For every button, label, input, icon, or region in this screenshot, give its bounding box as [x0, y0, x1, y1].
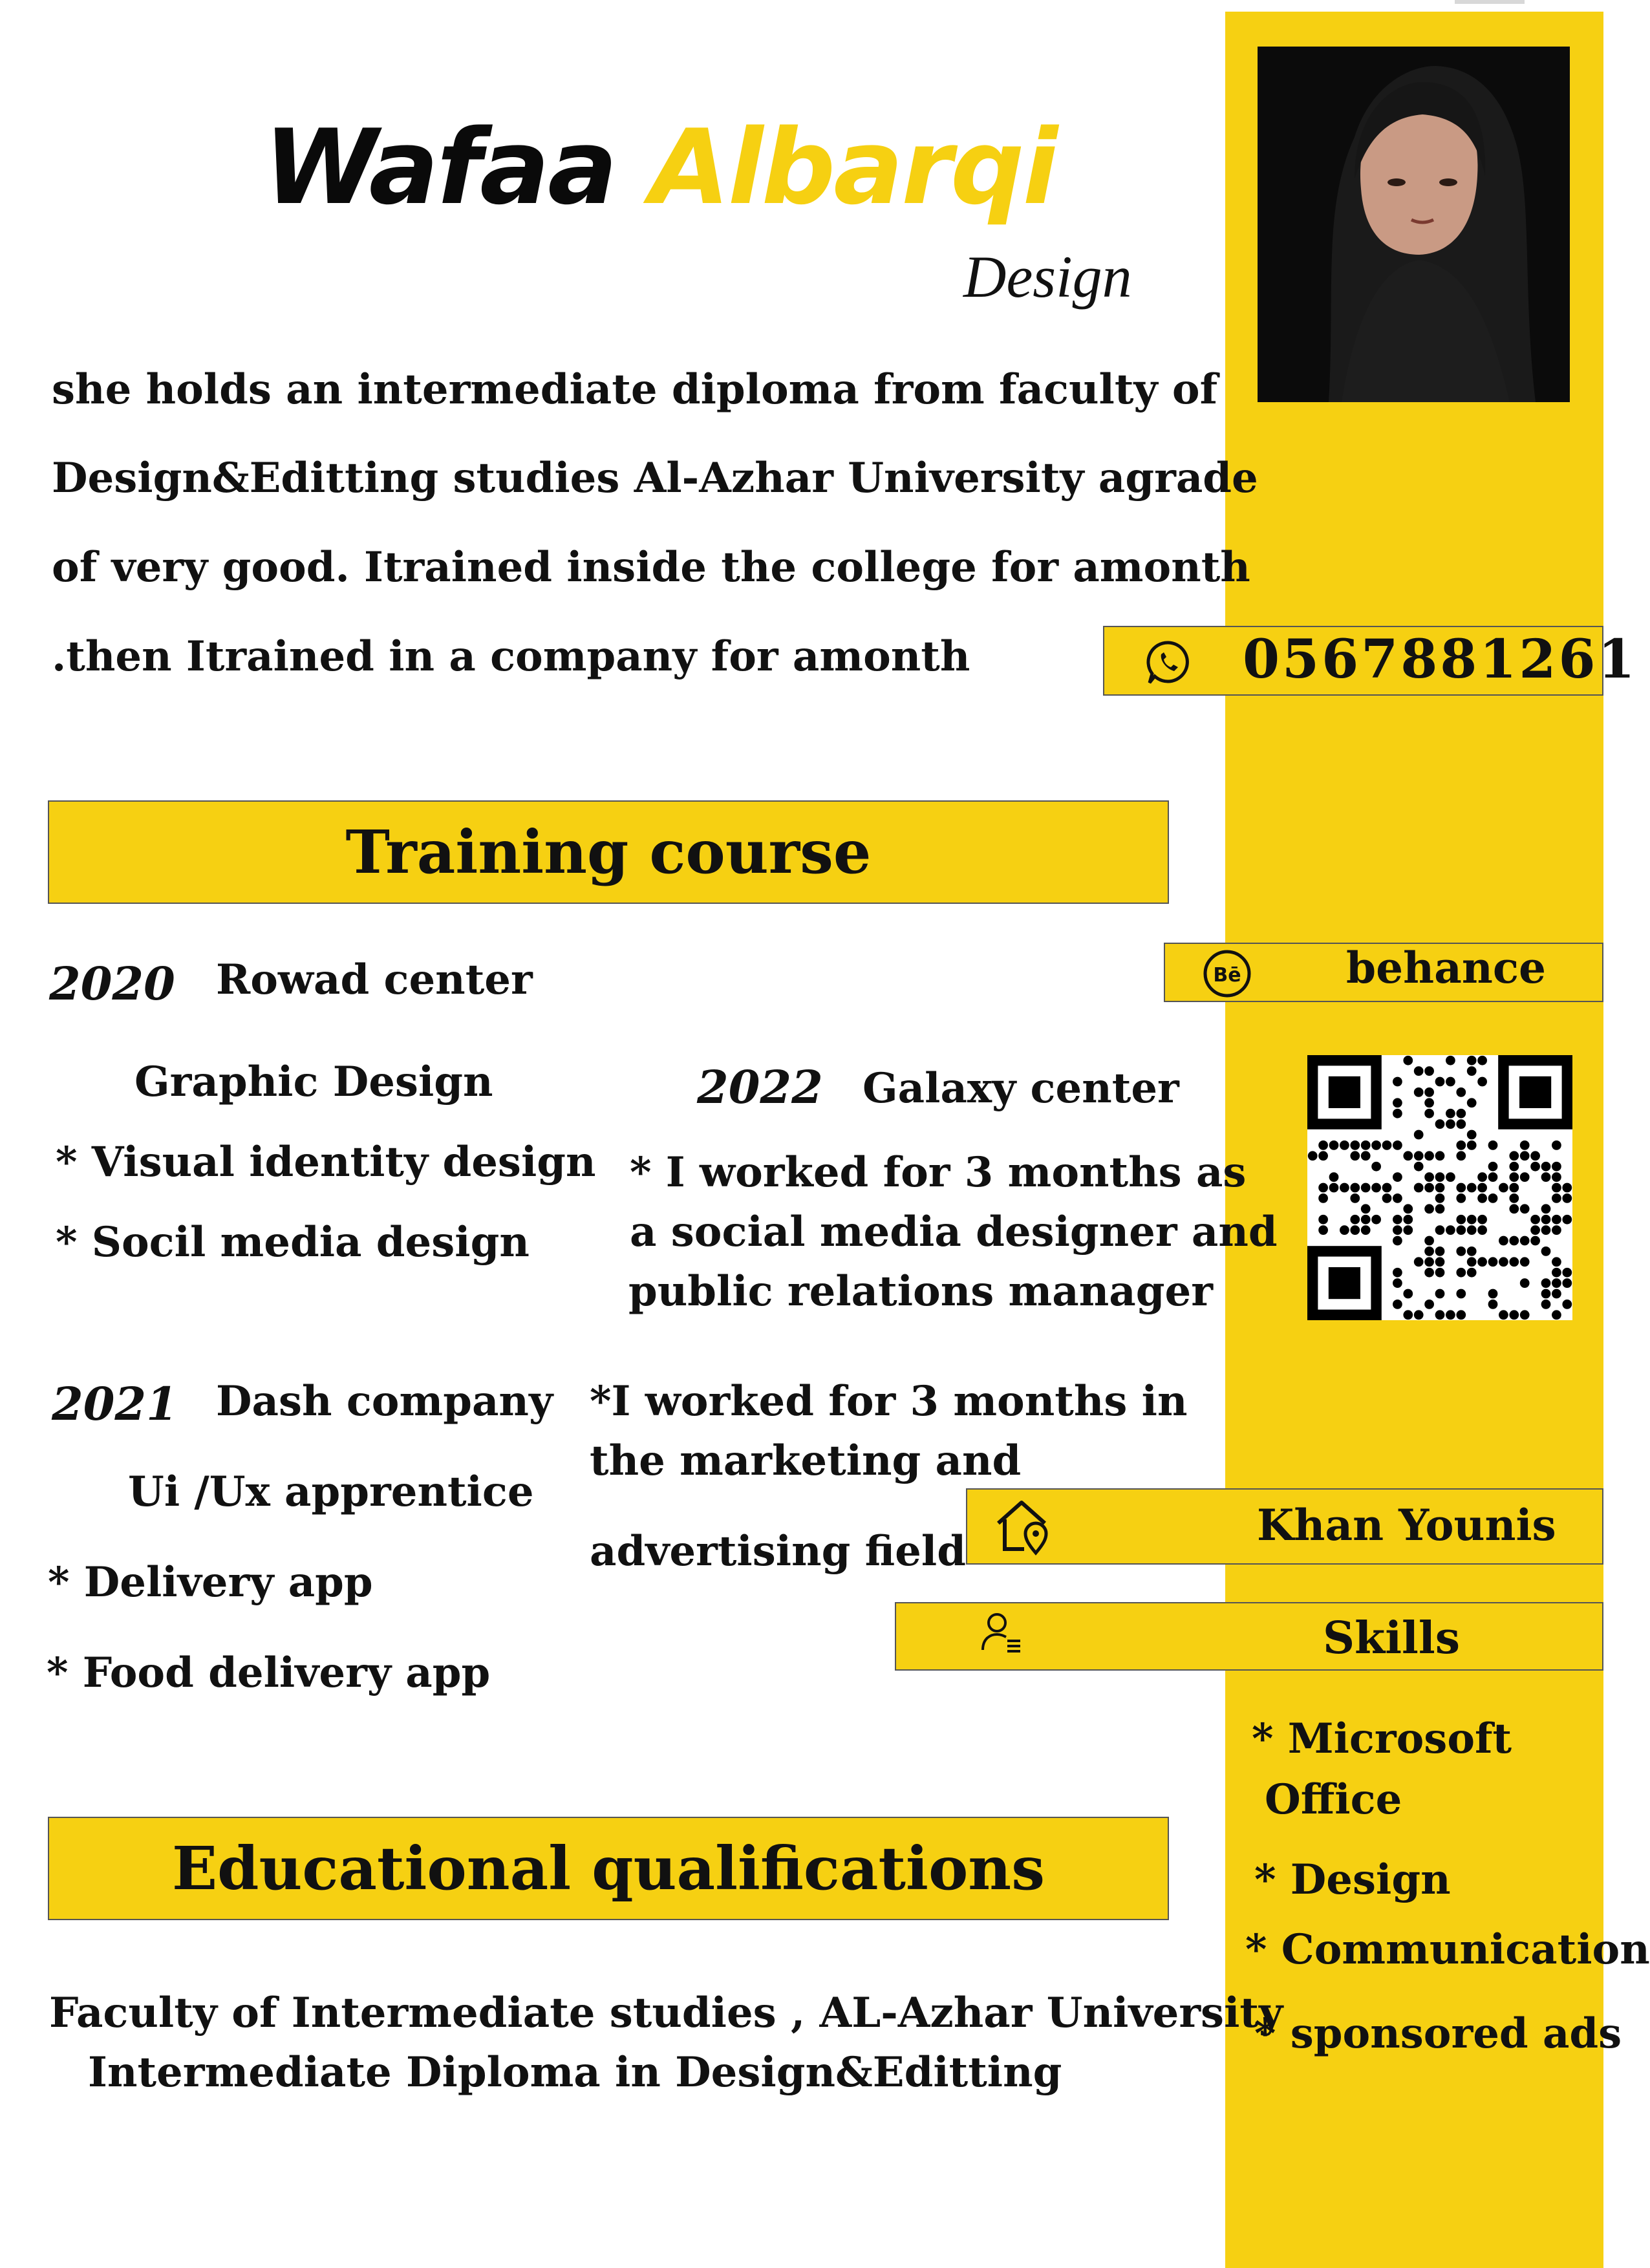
first-name: Wafaa	[264, 107, 616, 228]
role-title: Ui /Ux apprentice	[128, 1468, 534, 1516]
user-list-icon	[979, 1610, 1024, 1655]
whatsapp-icon	[1144, 639, 1192, 687]
list-item: * Delivery app	[48, 1558, 373, 1607]
profile-line: of very good. Itrained inside the college for amonth	[52, 543, 1250, 592]
list-item: public relations manager	[628, 1267, 1213, 1316]
behance-icon	[1201, 948, 1253, 1000]
qr-code[interactable]	[1307, 1055, 1572, 1320]
list-item: * Visual identity design	[56, 1138, 596, 1186]
note-line: the marketing and	[590, 1437, 1022, 1485]
education-line: Faculty of Intermediate studies , AL-Azhar University	[49, 1989, 1283, 2037]
company-name: Galaxy center	[862, 1064, 1179, 1113]
training-heading: Training course	[48, 800, 1169, 904]
top-divider	[1455, 0, 1525, 4]
home-location-icon	[991, 1492, 1055, 1557]
last-name: Albarqi	[650, 107, 1056, 228]
year-label: 2021	[52, 1377, 178, 1431]
skill-item: * sponsored ads	[1254, 2009, 1622, 2058]
skill-item: * Microsoft	[1252, 1715, 1512, 1763]
note-line: advertising field	[590, 1527, 966, 1576]
list-item: * Food delivery app	[47, 1649, 491, 1697]
note-line: *I worked for 3 months in	[590, 1377, 1188, 1426]
company-name: Rowad center	[216, 956, 533, 1004]
skill-item: * Communication	[1245, 1925, 1650, 1974]
job-title: Design	[963, 244, 1132, 310]
list-item: a social media designer and	[630, 1208, 1278, 1256]
list-item: * I worked for 3 months as	[630, 1148, 1247, 1197]
phone-number[interactable]: 0567881261	[1243, 628, 1638, 690]
profile-line: she holds an intermediate diploma from faculty of	[52, 365, 1218, 414]
year-label: 2020	[49, 957, 175, 1011]
list-item: * Socil media design	[56, 1218, 530, 1267]
skill-item: Office	[1265, 1775, 1402, 1824]
year-label: 2022	[697, 1060, 823, 1114]
education-line: Intermediate Diploma in Design&Editting	[88, 2048, 1062, 2097]
svg-text:Bē: Bē	[1213, 964, 1241, 987]
profile-line: Design&Editting studies Al-Azhar University agrade	[52, 454, 1258, 502]
skill-item: * Design	[1254, 1856, 1451, 1904]
behance-label[interactable]: behance	[1346, 943, 1547, 993]
role-title: Graphic Design	[134, 1058, 493, 1106]
location-label: Khan Younis	[1257, 1500, 1556, 1550]
skills-heading: Skills	[1323, 1612, 1461, 1664]
portrait-photo	[1258, 47, 1570, 402]
education-heading: Educational qualifications	[48, 1817, 1169, 1920]
profile-line: .then Itrained in a company for amonth	[52, 632, 970, 681]
company-name: Dash company	[216, 1377, 553, 1426]
